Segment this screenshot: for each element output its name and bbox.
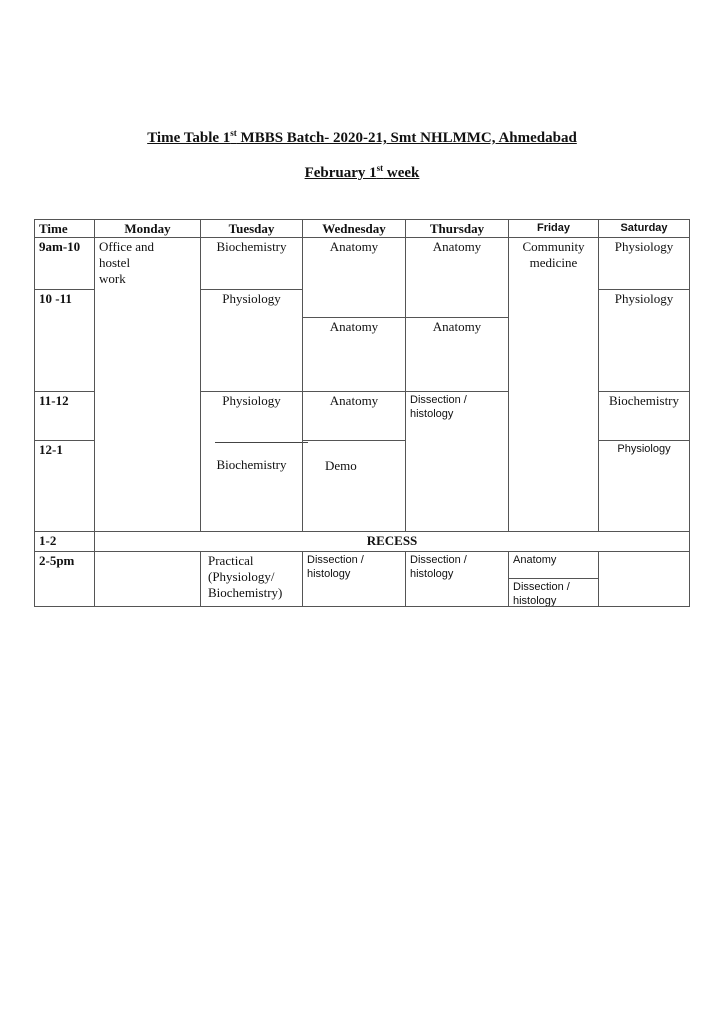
subtitle-text: February 1 [304,165,377,181]
header-saturday: Saturday [598,219,690,238]
time-slot: 1-2 [34,531,95,552]
title-text: Time Table 1 [147,130,231,146]
thursday-cell: Dissection / histology [405,391,509,532]
tuesday-cell: Biochemistry [200,237,303,290]
header-monday: Monday [94,219,201,238]
header-tuesday: Tuesday [200,219,303,238]
wednesday-cell: Anatomy [302,391,406,441]
saturday-cell: Physiology [598,440,690,532]
tuesday-afternoon-cell: Practical (Physiology/ Biochemistry) [200,551,303,607]
friday-afternoon-cell: Dissection / histology [508,578,599,607]
time-slot: 10 -11 [34,289,95,392]
header-thursday: Thursday [405,219,509,238]
header-friday: Friday [508,219,599,238]
tuesday-cell-text: Physiology [222,393,281,408]
tuesday-cell [200,391,303,532]
recess-cell: RECESS [94,531,690,552]
saturday-afternoon-cell [598,551,690,607]
friday-afternoon-cell: Anatomy [508,551,599,579]
time-slot: 11-12 [34,391,95,441]
thursday-cell: Anatomy [405,237,509,318]
monday-afternoon-cell [94,551,201,607]
title-sup: st [230,128,237,138]
friday-cell: Community medicine [508,237,599,532]
time-slot: 9am-10 [34,237,95,290]
thursday-cell: Anatomy [405,317,509,392]
header-wednesday: Wednesday [302,219,406,238]
header-time: Time [34,219,95,238]
time-slot: 2-5pm [34,551,95,607]
saturday-cell: Physiology [598,289,690,392]
subtitle-text-2: week [383,165,420,181]
wednesday-cell: Demo [302,440,406,532]
time-slot: 12-1 [34,440,95,532]
wednesday-cell: Anatomy [302,317,406,392]
saturday-cell: Physiology [598,237,690,290]
title-text-2: MBBS Batch- 2020-21, Smt NHLMMC, Ahmedabad [236,130,577,146]
divider [215,442,308,443]
page-subtitle [0,163,724,182]
wednesday-afternoon-cell: Dissection / histology [302,551,406,607]
tuesday-cell: Physiology [200,289,303,392]
wednesday-cell: Anatomy [302,237,406,318]
subtitle-sup: st [376,163,384,173]
saturday-cell: Biochemistry [598,391,690,441]
tuesday-cell-text: Biochemistry [216,457,287,472]
thursday-afternoon-cell: Dissection / histology [405,551,509,607]
page-title [0,128,724,147]
monday-cell: Office and hostel work [94,237,201,532]
